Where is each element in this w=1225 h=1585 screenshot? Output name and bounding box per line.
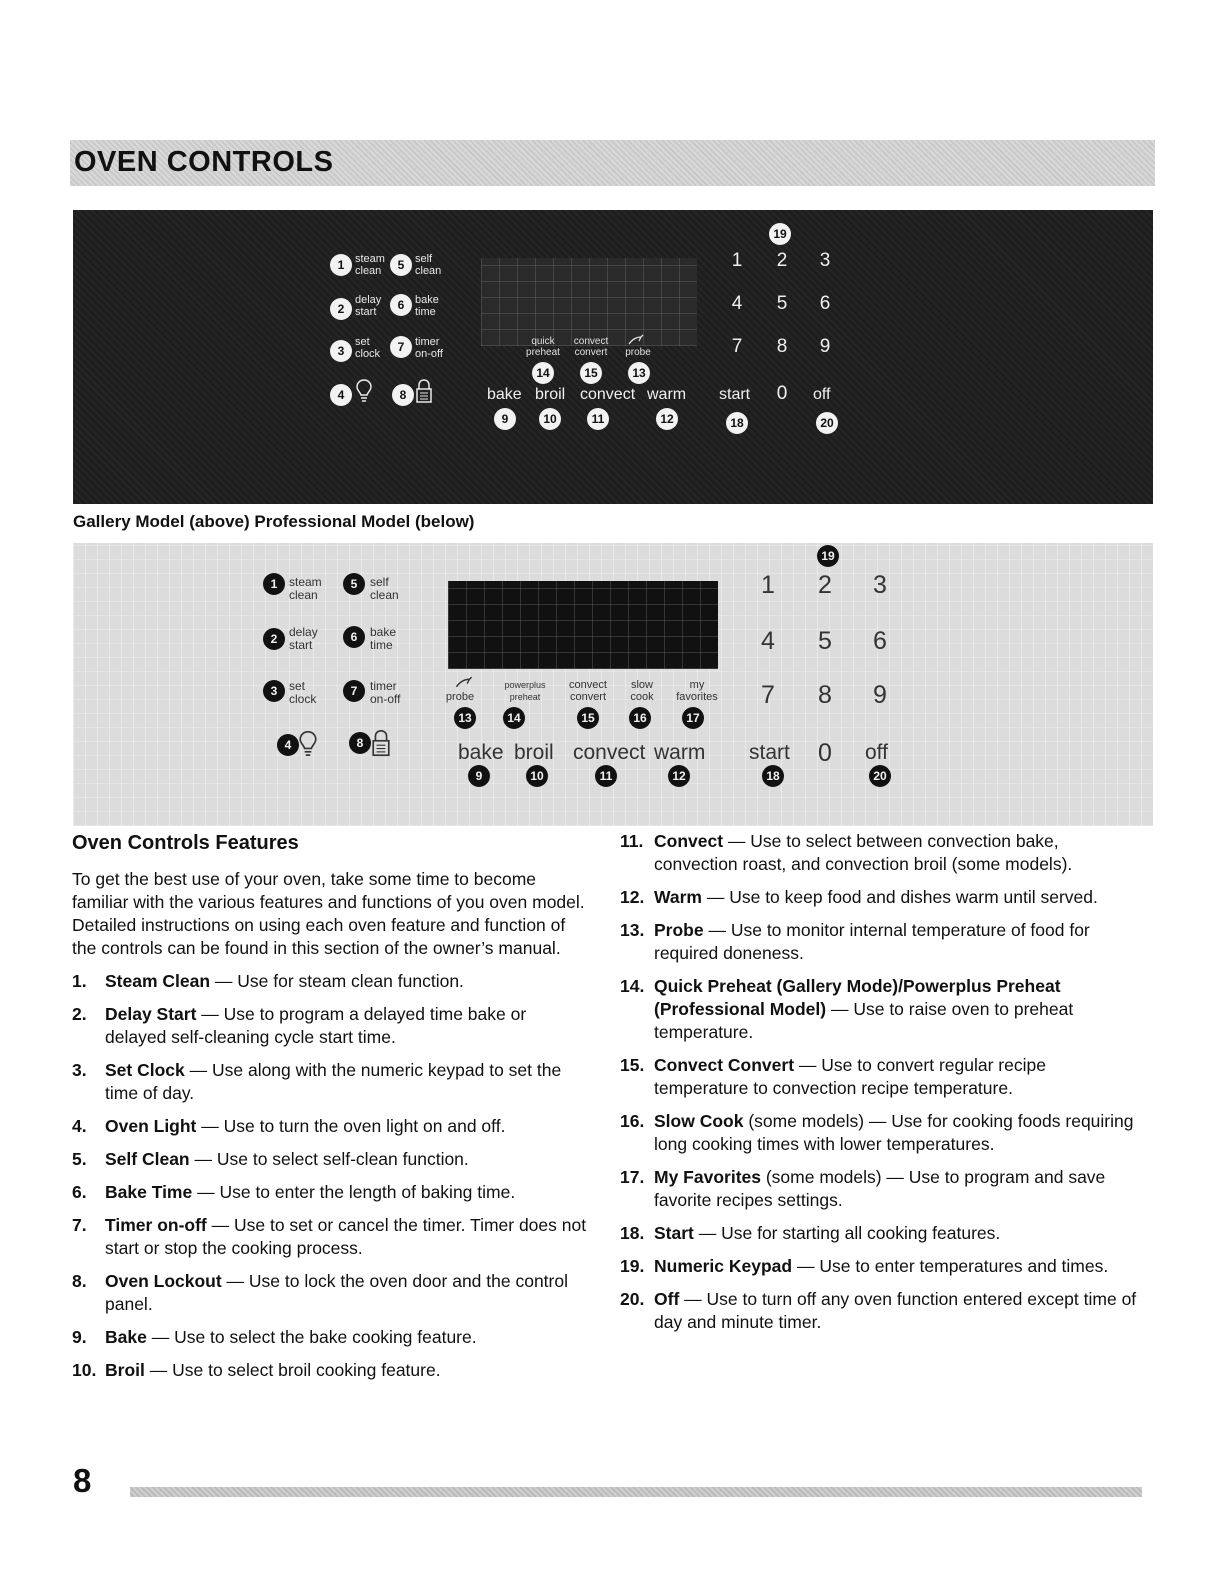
list-item [620, 1222, 1145, 1245]
light-bulb-icon[interactable] [355, 378, 373, 404]
list-item [72, 1326, 592, 1349]
item-number: 19. [620, 1256, 645, 1276]
item-desc: — Use to select the bake cooking feature. [146, 1327, 477, 1347]
probe-icon [455, 676, 473, 689]
item-term: My Favorites [654, 1167, 761, 1187]
key-timer-on-off[interactable]: timer on-off [370, 679, 401, 706]
list-item [620, 1054, 1145, 1100]
item-number: 6. [72, 1182, 87, 1202]
item-number: 12. [620, 887, 645, 907]
badge-4: 4 [330, 384, 352, 406]
probe-icon [628, 334, 644, 346]
item-number: 15. [620, 1055, 645, 1075]
key-bake-time[interactable]: bake time [415, 294, 439, 318]
keypad-8[interactable]: 8 [776, 336, 788, 357]
item-number: 14. [620, 976, 645, 996]
badge-16: 16 [629, 707, 651, 729]
badge-14: 14 [532, 362, 554, 384]
keypad-7[interactable]: 7 [761, 681, 775, 709]
light-bulb-icon[interactable] [298, 729, 318, 759]
key-set-clock[interactable]: set clock [289, 679, 317, 706]
item-term: Start [654, 1223, 694, 1243]
badge-2: 2 [330, 298, 352, 320]
item-number: 13. [620, 920, 645, 940]
keypad-3[interactable]: 3 [819, 250, 831, 271]
badge-20: 20 [816, 412, 838, 434]
key-delay-start[interactable]: delay start [355, 294, 382, 318]
badge-10: 10 [539, 408, 561, 430]
badge-6: 6 [343, 626, 365, 648]
item-desc: — Use to keep food and dishes warm until served. [701, 887, 1098, 907]
badge-7: 7 [390, 336, 412, 358]
badge-9: 9 [468, 765, 490, 787]
key-bake[interactable]: bake [487, 386, 522, 403]
item-term: Quick Preheat (Gallery Mode)/Powerplus Preheat (Professional Model) [654, 976, 1061, 1019]
item-term: Bake [105, 1327, 147, 1347]
item-desc: — Use to enter temperatures and times. [792, 1256, 1109, 1276]
key-self-clean[interactable]: self clean [370, 575, 399, 602]
item-desc: — Use for steam clean function. [210, 971, 464, 991]
item-desc: — Use to lock the oven door and the control panel. [105, 1271, 568, 1314]
section-header-band [70, 140, 1155, 186]
lcd-display [448, 581, 718, 669]
item-term: Oven Lockout [105, 1271, 222, 1291]
key-delay-start[interactable]: delay start [289, 625, 318, 652]
item-desc: — Use to program a delayed time bake or delayed self-cleaning cycle start time. [105, 1004, 527, 1047]
item-desc: — Use to select between convection bake, convection roast, and convection broil (some models). [654, 831, 1073, 874]
item-term: Numeric Keypad [654, 1256, 793, 1276]
keypad-4[interactable]: 4 [761, 627, 775, 655]
badge-13: 13 [454, 707, 476, 729]
list-item [620, 830, 1145, 876]
badge-17: 17 [682, 707, 704, 729]
badge-19: 19 [817, 545, 839, 567]
professional-control-panel [73, 543, 1153, 826]
badge-11: 11 [587, 408, 609, 430]
badge-3: 3 [330, 340, 352, 362]
item-desc: — Use to monitor internal temperature of food for required doneness. [654, 920, 1090, 963]
badge-1: 1 [330, 254, 352, 276]
item-term: Probe [654, 920, 704, 940]
key-probe[interactable]: probe [625, 347, 651, 358]
key-broil[interactable]: broil [535, 386, 566, 403]
keypad-1[interactable]: 1 [761, 571, 775, 599]
list-item [620, 975, 1145, 1044]
list-item [620, 1255, 1145, 1278]
lcd-display [481, 258, 697, 346]
item-number: 1. [72, 971, 87, 991]
keypad-4[interactable]: 4 [731, 293, 743, 314]
lock-icon[interactable] [415, 378, 433, 404]
list-item [620, 1110, 1145, 1156]
badge-8: 8 [392, 384, 414, 406]
key-warm[interactable]: warm [654, 741, 706, 764]
list-item [72, 1214, 592, 1260]
features-right-column [620, 830, 1145, 1344]
key-self-clean[interactable]: self clean [415, 253, 442, 277]
badge-18: 18 [726, 412, 748, 434]
key-bake[interactable]: bake [458, 741, 504, 764]
keypad-5[interactable]: 5 [776, 293, 788, 314]
item-desc: — Use to turn off any oven function entered except time of day and minute timer. [654, 1289, 1137, 1332]
key-powerplus-preheat[interactable]: powerplus preheat [504, 680, 546, 702]
badge-9: 9 [494, 408, 516, 430]
item-number: 17. [620, 1167, 645, 1187]
badge-13: 13 [628, 362, 650, 384]
item-term: Off [654, 1289, 680, 1309]
item-term: Convect Convert [654, 1055, 795, 1075]
panel-caption: Gallery Model (above) Professional Model (below) [73, 512, 475, 531]
keypad-1[interactable]: 1 [731, 250, 743, 271]
badge-5: 5 [343, 573, 365, 595]
badge-15: 15 [577, 707, 599, 729]
key-convect[interactable]: convect [580, 386, 636, 403]
key-start[interactable]: start [749, 741, 790, 764]
list-item [620, 886, 1145, 909]
item-desc: (some models) — Use to program and save favorite recipes settings. [654, 1167, 1106, 1210]
item-term: Steam Clean [105, 971, 211, 991]
item-desc: — Use to set or cancel the timer. Timer does not start or stop the cooking process. [105, 1215, 587, 1258]
item-term: Warm [654, 887, 702, 907]
badge-12: 12 [656, 408, 678, 430]
key-my-favorites[interactable]: my favorites [676, 679, 718, 703]
keypad-9[interactable]: 9 [873, 681, 887, 709]
keypad-2[interactable]: 2 [776, 250, 788, 271]
item-number: 11. [620, 831, 644, 851]
badge-19: 19 [769, 223, 791, 245]
list-item [72, 1115, 592, 1138]
list-item [72, 1359, 592, 1382]
key-off[interactable]: off [813, 386, 831, 403]
item-number: 10. [72, 1360, 97, 1380]
badge-2: 2 [263, 628, 285, 650]
item-term: Convect [654, 831, 724, 851]
keypad-9[interactable]: 9 [819, 336, 831, 357]
item-term: Delay Start [105, 1004, 197, 1024]
key-convect[interactable]: convect [573, 741, 646, 764]
item-number: 2. [72, 1004, 87, 1024]
list-item [72, 1003, 592, 1049]
key-steam-clean[interactable]: steam clean [289, 575, 322, 602]
key-quick-preheat[interactable]: quick preheat [526, 336, 560, 358]
key-warm[interactable]: warm [647, 386, 687, 403]
badge-6: 6 [390, 294, 412, 316]
keypad-7[interactable]: 7 [731, 336, 743, 357]
key-bake-time[interactable]: bake time [370, 625, 397, 652]
item-term: Broil [105, 1360, 145, 1380]
item-desc: — Use for starting all cooking features. [693, 1223, 1001, 1243]
badge-7: 7 [343, 680, 365, 702]
item-desc: — Use to raise oven to preheat temperature. [654, 999, 1074, 1042]
badge-5: 5 [390, 254, 412, 276]
key-broil[interactable]: broil [514, 741, 554, 764]
badge-15: 15 [580, 362, 602, 384]
item-number: 16. [620, 1111, 645, 1131]
badge-4: 4 [277, 734, 299, 756]
item-number: 7. [72, 1215, 87, 1235]
page-title: OVEN CONTROLS [74, 146, 334, 178]
keypad-5[interactable]: 5 [818, 627, 832, 655]
intro-paragraph: To get the best use of your oven, take some time to become familiar with the various features and functions of you oven model. Detailed instructions on using each oven feature and function of the controls can be found in this section of the owner’s manual. [72, 869, 585, 958]
item-term: Self Clean [105, 1149, 190, 1169]
keypad-0[interactable]: 0 [776, 383, 788, 404]
item-term: Oven Light [105, 1116, 197, 1136]
badge-20: 20 [869, 765, 891, 787]
badge-8: 8 [349, 732, 371, 754]
keypad-3[interactable]: 3 [873, 571, 887, 599]
key-convect-convert[interactable]: convect convert [569, 679, 607, 703]
list-item [72, 1270, 592, 1316]
key-probe[interactable]: probe [445, 691, 475, 703]
gallery-control-panel [73, 210, 1153, 504]
key-slow-cook[interactable]: slow cook [630, 679, 654, 703]
section-title: Oven Controls Features [72, 832, 299, 854]
item-number: 8. [72, 1271, 87, 1291]
item-term: Bake Time [105, 1182, 193, 1202]
key-convect-convert[interactable]: convect convert [573, 336, 609, 358]
keypad-6[interactable]: 6 [819, 293, 831, 314]
list-item [620, 919, 1145, 965]
list-item [72, 1059, 592, 1105]
badge-12: 12 [668, 765, 690, 787]
footer-band [130, 1487, 1142, 1497]
key-start[interactable]: start [719, 386, 751, 403]
item-number: 5. [72, 1149, 87, 1169]
badge-18: 18 [762, 765, 784, 787]
list-item [72, 1148, 592, 1171]
item-number: 18. [620, 1223, 645, 1243]
list-item [72, 970, 592, 993]
item-number: 20. [620, 1289, 645, 1309]
list-item [620, 1166, 1145, 1212]
key-timer-on-off[interactable]: timer on-off [415, 336, 443, 360]
lock-icon[interactable] [371, 728, 391, 758]
item-desc: (some models) — Use for cooking foods requiring long cooking times with lower temperatures. [654, 1111, 1134, 1154]
key-set-clock[interactable]: set clock [355, 336, 381, 360]
item-term: Slow Cook [654, 1111, 744, 1131]
key-steam-clean[interactable]: steam clean [355, 253, 385, 277]
item-desc: — Use along with the numeric keypad to set the time of day. [105, 1060, 562, 1103]
badge-10: 10 [526, 765, 548, 787]
keypad-6[interactable]: 6 [873, 627, 887, 655]
badge-11: 11 [595, 765, 617, 787]
key-off[interactable]: off [865, 741, 888, 764]
page-number: 8 [73, 1462, 92, 1499]
item-number: 4. [72, 1116, 87, 1136]
list-item [72, 1181, 592, 1204]
features-left-column [72, 830, 592, 1392]
item-number: 9. [72, 1327, 87, 1347]
item-term: Timer on-off [105, 1215, 207, 1235]
item-desc: — Use to turn the oven light on and off. [196, 1116, 506, 1136]
item-desc: — Use to convert regular recipe temperature to convection recipe temperature. [654, 1055, 1046, 1098]
item-desc: — Use to select broil cooking feature. [144, 1360, 441, 1380]
item-desc: — Use to select self-clean function. [189, 1149, 469, 1169]
item-term: Set Clock [105, 1060, 185, 1080]
keypad-0[interactable]: 0 [818, 739, 832, 767]
badge-3: 3 [263, 680, 285, 702]
item-number: 3. [72, 1060, 87, 1080]
keypad-8[interactable]: 8 [818, 681, 832, 709]
list-item [620, 1288, 1145, 1334]
badge-1: 1 [263, 573, 285, 595]
item-desc: — Use to enter the length of baking time. [192, 1182, 516, 1202]
badge-14: 14 [503, 707, 525, 729]
keypad-2[interactable]: 2 [818, 571, 832, 599]
